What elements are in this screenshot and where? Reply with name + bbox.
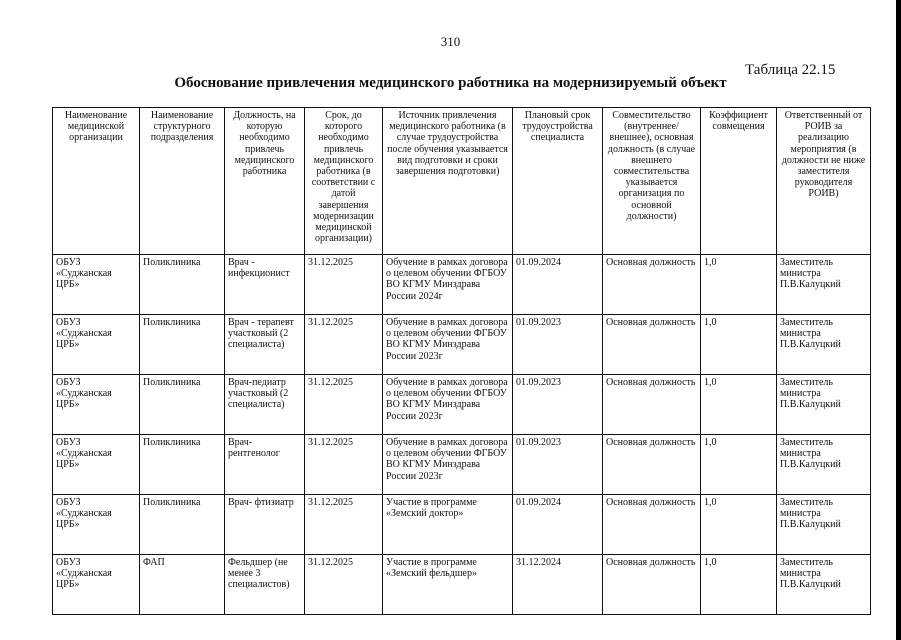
- cell-org: ОБУЗ «Суджанская ЦРБ»: [53, 375, 140, 435]
- cell-org: ОБУЗ «Суджанская ЦРБ»: [53, 255, 140, 315]
- table-row: [53, 435, 871, 495]
- header-cell-unit: Наименование структурного подразделения: [140, 108, 225, 255]
- table-row: [53, 375, 871, 435]
- cell-responsible: Заместитель министра П.В.Калуцкий: [777, 435, 871, 495]
- cell-coefficient: 1,0: [701, 555, 777, 615]
- header-cell-responsible: Ответственный от РОИВ за реализацию мероприятия (в должности не ниже заместителя руководителя РОИВ): [777, 108, 871, 255]
- document-title: Обоснование привлечения медицинского работника на модернизируемый объект: [174, 75, 727, 91]
- cell-coefficient: 1,0: [701, 435, 777, 495]
- cell-planned-date: 01.09.2023: [513, 375, 603, 435]
- table-row: [53, 315, 871, 375]
- header-cell-combination: Совместительство (внутреннее/внешнее), основная должность (в случае внешнего совместительства указывается организация по основной должности): [603, 108, 701, 255]
- cell-planned-date: 01.09.2024: [513, 255, 603, 315]
- cell-org: ОБУЗ «Суджанская ЦРБ»: [53, 315, 140, 375]
- cell-deadline: 31.12.2025: [305, 315, 383, 375]
- cell-coefficient: 1,0: [701, 255, 777, 315]
- header-cell-source: Источник привлечения медицинского работника (в случае трудоустройства после обучения указывается вид подготовки и сроки завершения подготовки): [383, 108, 513, 255]
- table-row: [53, 495, 871, 555]
- header-cell-position: Должность, на которую необходимо привлечь медицинского работника: [225, 108, 305, 255]
- cell-deadline: 31.12.2025: [305, 495, 383, 555]
- cell-combination: Основная должность: [603, 255, 701, 315]
- page-number: 310: [440, 34, 461, 49]
- cell-coefficient: 1,0: [701, 375, 777, 435]
- cell-planned-date: 01.09.2024: [513, 495, 603, 555]
- header-row: [53, 108, 871, 255]
- header-cell-planned-date: Плановый срок трудоустройства специалиста: [513, 108, 603, 255]
- cell-responsible: Заместитель министра П.В.Калуцкий: [777, 315, 871, 375]
- table-row: [53, 555, 871, 615]
- cell-source: Участие в программе «Земский фельдшер»: [383, 555, 513, 615]
- cell-combination: Основная должность: [603, 315, 701, 375]
- cell-unit: ФАП: [140, 555, 225, 615]
- cell-org: ОБУЗ «Суджанская ЦРБ»: [53, 495, 140, 555]
- cell-responsible: Заместитель министра П.В.Калуцкий: [777, 555, 871, 615]
- cell-source: Обучение в рамках договора о целевом обучении ФГБОУ ВО КГМУ Минздрава России 2023г: [383, 315, 513, 375]
- table-row: [53, 255, 871, 315]
- cell-deadline: 31.12.2025: [305, 375, 383, 435]
- cell-combination: Основная должность: [603, 435, 701, 495]
- cell-position: Врач-рентгенолог: [225, 435, 305, 495]
- header-cell-coefficient: Коэффициент совмещения: [701, 108, 777, 255]
- scan-edge: [896, 0, 901, 640]
- cell-deadline: 31.12.2025: [305, 255, 383, 315]
- cell-source: Обучение в рамках договора о целевом обучении ФГБОУ ВО КГМУ Минздрава России 2023г: [383, 435, 513, 495]
- table-label: Таблица 22.15: [745, 62, 836, 78]
- cell-position: Врач- фтизиатр: [225, 495, 305, 555]
- header-cell-org: Наименование медицинской организации: [53, 108, 140, 255]
- cell-position: Врач - терапевт участковый (2 специалиста): [225, 315, 305, 375]
- justification-table: [52, 107, 871, 615]
- cell-position: Врач-педиатр участковый (2 специалиста): [225, 375, 305, 435]
- cell-org: ОБУЗ «Суджанская ЦРБ»: [53, 555, 140, 615]
- cell-source: Участие в программе «Земский доктор»: [383, 495, 513, 555]
- cell-org: ОБУЗ «Суджанская ЦРБ»: [53, 435, 140, 495]
- cell-combination: Основная должность: [603, 375, 701, 435]
- cell-coefficient: 1,0: [701, 495, 777, 555]
- cell-responsible: Заместитель министра П.В.Калуцкий: [777, 255, 871, 315]
- cell-combination: Основная должность: [603, 555, 701, 615]
- cell-deadline: 31.12.2025: [305, 555, 383, 615]
- cell-planned-date: 31.12.2024: [513, 555, 603, 615]
- cell-planned-date: 01.09.2023: [513, 435, 603, 495]
- cell-position: Врач - инфекционист: [225, 255, 305, 315]
- cell-unit: Поликлиника: [140, 495, 225, 555]
- cell-source: Обучение в рамках договора о целевом обучении ФГБОУ ВО КГМУ Минздрава России 2024г: [383, 255, 513, 315]
- cell-unit: Поликлиника: [140, 255, 225, 315]
- cell-source: Обучение в рамках договора о целевом обучении ФГБОУ ВО КГМУ Минздрава России 2023г: [383, 375, 513, 435]
- cell-unit: Поликлиника: [140, 375, 225, 435]
- cell-deadline: 31.12.2025: [305, 435, 383, 495]
- header-cell-deadline: Срок, до которого необходимо привлечь медицинского работника (в соответствии с датой завершения модернизации медицинской организации): [305, 108, 383, 255]
- cell-planned-date: 01.09.2023: [513, 315, 603, 375]
- cell-responsible: Заместитель министра П.В.Калуцкий: [777, 375, 871, 435]
- cell-position: Фельдшер (не менее 3 специалистов): [225, 555, 305, 615]
- cell-coefficient: 1,0: [701, 315, 777, 375]
- cell-unit: Поликлиника: [140, 315, 225, 375]
- cell-unit: Поликлиника: [140, 435, 225, 495]
- cell-combination: Основная должность: [603, 495, 701, 555]
- cell-responsible: Заместитель министра П.В.Калуцкий: [777, 495, 871, 555]
